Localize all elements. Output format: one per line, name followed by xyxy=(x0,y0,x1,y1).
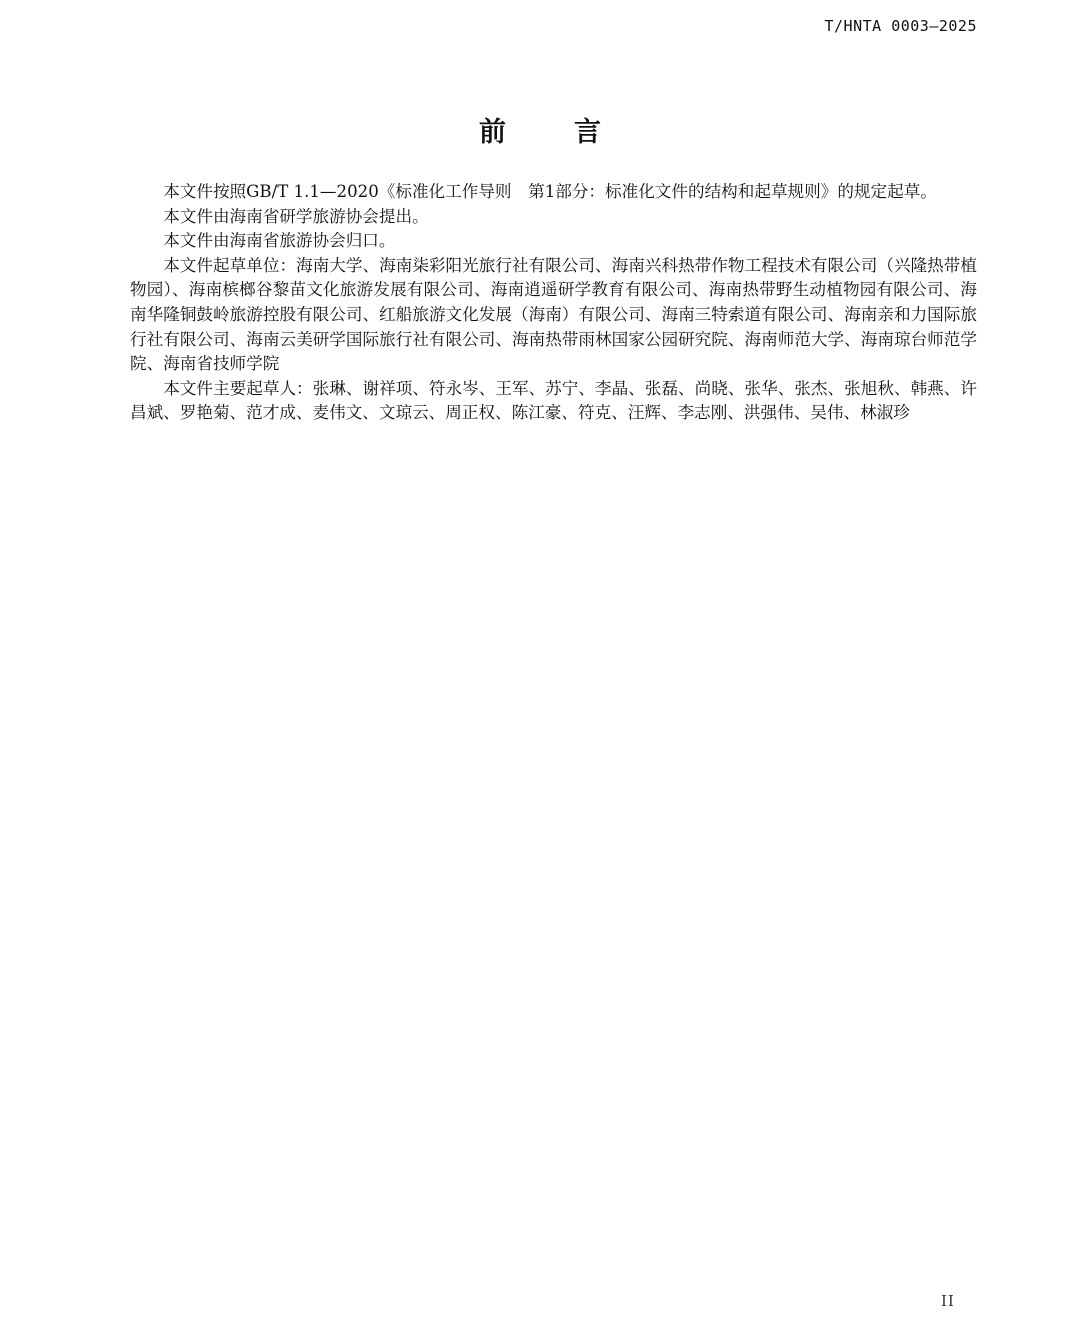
document-code: T/HNTA 0003—2025 xyxy=(824,17,977,35)
paragraph-drafting-rules: 本文件按照GB/T 1.1—2020《标准化工作导则 第1部分：标准化文件的结构和起草规则》的规定起草。 xyxy=(163,182,937,201)
paragraph-administrator: 本文件由海南省旅游协会归口。 xyxy=(163,231,396,251)
paragraph-proposer: 本文件由海南省研学旅游协会提出。 xyxy=(163,206,429,226)
paragraph-drafting-units: 本文件起草单位：海南大学、海南柒彩阳光旅行社有限公司、海南兴科热带作物工程技术有限公司（兴隆热带植物园）、海南槟榔谷黎苗文化旅游发展有限公司、海南逍遥研学教育有限公司、海南热带野生动植物园有限公司、海南华隆铜鼓岭旅游控股有限公司、红船旅游文化发展（海南）有限公司、海南三特索道有限公司、海南亲和力国际旅行社有限公司、海南云美研学国际旅行社有限公司、海南热带雨林国家公园研究院、海南师范大学、海南琼台师范学院、海南省技师学院 xyxy=(130,255,977,374)
foreword-body xyxy=(130,180,977,426)
paragraph-main-drafters: 本文件主要起草人：张琳、谢祥项、符永岑、王军、苏宁、李晶、张磊、尚晓、张华、张杰、张旭秋、韩燕、许昌斌、罗艳菊、范才成、麦伟文、文琼云、周正权、陈江豪、符克、汪辉、李志刚、洪强伟、吴伟、林淑珍 xyxy=(130,378,977,423)
page-number: II xyxy=(941,1292,955,1310)
page-title: 前言 xyxy=(479,117,669,148)
